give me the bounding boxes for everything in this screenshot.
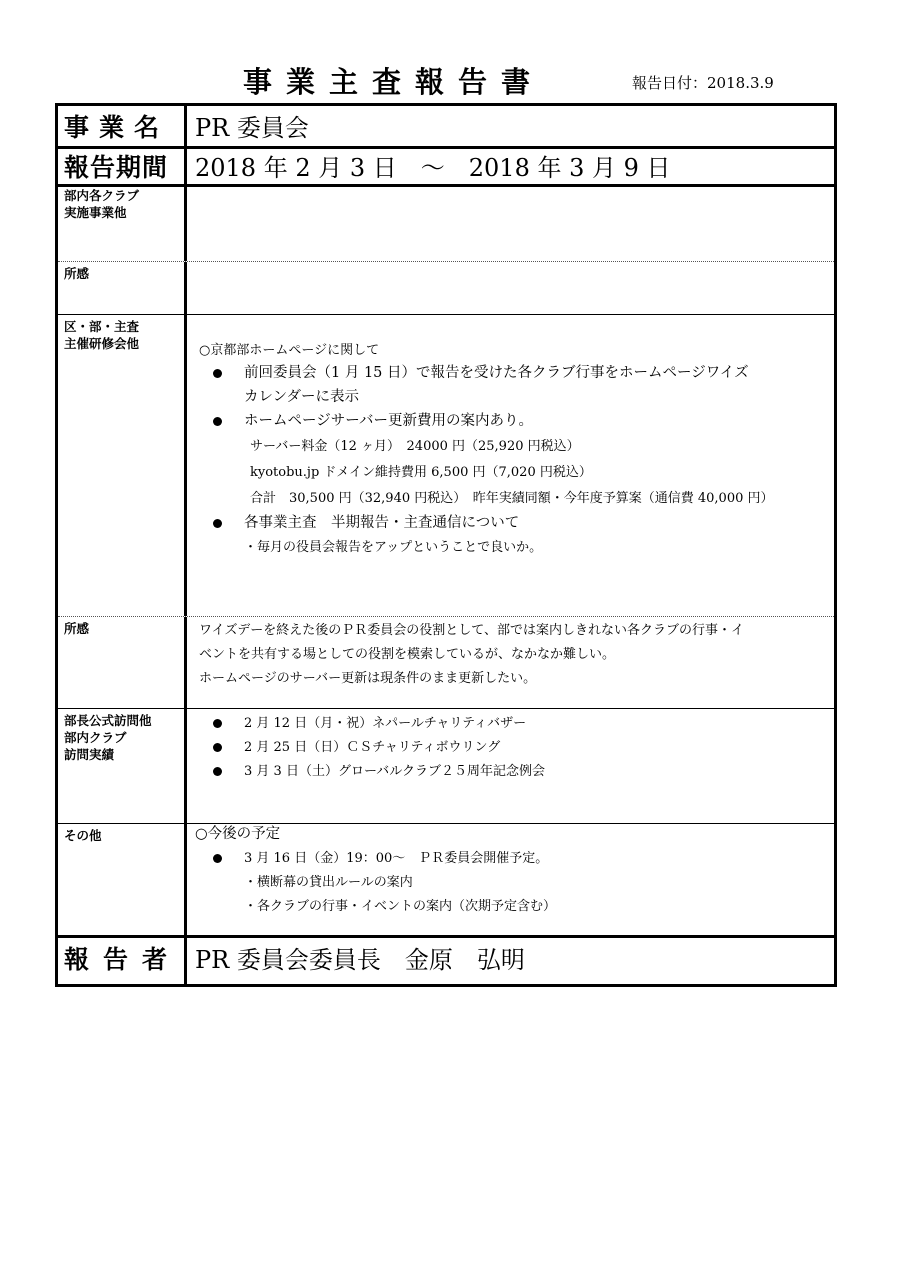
project-name-label: 事業名 (58, 106, 187, 146)
visits-item-text: 2 月 12 日（月・祝）ネパールチャリティバザー (244, 716, 527, 731)
club-events-row (58, 184, 834, 262)
seminars-heading: ○京都部ホームページに関して (199, 343, 380, 358)
report-table (55, 103, 837, 987)
seminars-bullet-1-cont: カレンダーに表示 (244, 389, 360, 405)
seminars-label-line: 区・部・主査 (64, 319, 140, 334)
reporter-label: 報告者 (58, 938, 187, 984)
seminars-bullet-1-text: 前回委員会（1 月 15 日）で報告を受けた各クラブ行事をホームページワイズ (244, 365, 749, 381)
seminars-bullet-2-text: ホームページサーバー更新費用の案内あり。 (244, 413, 533, 429)
visits-label-line: 訪問実績 (64, 747, 115, 762)
visits-item (213, 764, 545, 780)
seminars-label-line: 主催研修会他 (64, 336, 140, 351)
visits-content (187, 709, 834, 823)
club-events-label-line: 部内各クラブ (64, 188, 140, 203)
impression-2-line: ホームページのサーバー更新は現条件のまま更新したい。 (199, 671, 537, 686)
visits-row (58, 709, 834, 824)
other-heading: ○今後の予定 (195, 826, 281, 842)
other-label: その他 (58, 824, 187, 935)
seminars-detail-3: 合計 30,500 円（32,940 円税込） 昨年実績同額・今年度予算案（通信費 40,000 円） (250, 491, 774, 506)
bullet-dot-icon (213, 369, 222, 378)
visits-item (213, 716, 526, 732)
report-period-row (58, 146, 834, 187)
impression-2-content (187, 617, 834, 708)
reporter-row (58, 938, 834, 984)
report-date (632, 72, 774, 93)
seminars-content (187, 315, 834, 616)
report-date-label: 報告日付： (632, 74, 708, 92)
impression-2-label: 所感 (58, 617, 187, 708)
visits-label-line: 部長公式訪問他 (64, 713, 152, 728)
bullet-dot-icon (213, 743, 222, 752)
report-date-value: 2018.3.9 (707, 74, 774, 92)
seminars-label (58, 315, 187, 616)
impression-2-row (58, 617, 834, 709)
visits-label-line: 部内クラブ (64, 730, 127, 745)
report-period-label: 報告期間 (58, 146, 187, 184)
reporter-value: PR 委員会委員長 金原 弘明 (195, 946, 525, 974)
visits-item-text: 2 月 25 日（日）ＣＳチャリティボウリング (244, 740, 501, 755)
seminars-detail-2: kyotobu.jp ドメイン維持費用 6,500 円（7,020 円税込） (250, 465, 592, 480)
other-bullet-text: 3 月 16 日（金）19：00～ ＰＲ委員会開催予定。 (244, 851, 549, 866)
bullet-dot-icon (213, 719, 222, 728)
impression-2-line: ベントを共有する場としての役割を模索しているが、なかなか難しい。 (199, 647, 616, 662)
club-events-content (187, 184, 834, 261)
page-title: 事業主査報告書 (243, 65, 545, 99)
report-period-value: 2018 年 2 月 3 日 ～ 2018 年 3 月 9 日 (195, 154, 671, 182)
visits-label (58, 709, 187, 823)
seminars-bullet-1 (213, 365, 749, 381)
seminars-detail-4: ・毎月の役員会報告をアップということで良いか。 (244, 540, 543, 555)
other-detail: ・各クラブの行事・イベントの案内（次期予定含む） (244, 899, 557, 914)
bullet-dot-icon (213, 854, 222, 863)
seminars-detail-1: サーバー料金（12 ヶ月） 24000 円（25,920 円税込） (250, 439, 580, 454)
seminars-bullet-3 (213, 515, 519, 531)
impression-1-row (58, 262, 834, 315)
club-events-label-line: 実施事業他 (64, 205, 127, 220)
other-content (187, 824, 834, 935)
club-events-label (58, 184, 187, 261)
seminars-bullet-2 (213, 413, 533, 429)
impression-1-label: 所感 (58, 262, 187, 314)
project-name-value: PR 委員会 (195, 114, 309, 142)
other-row (58, 824, 834, 938)
seminars-row (58, 315, 834, 617)
project-name-row (58, 106, 834, 149)
impression-1-content (187, 262, 834, 314)
visits-item-text: 3 月 3 日（土）グローバルクラブ２５周年記念例会 (244, 764, 546, 779)
bullet-dot-icon (213, 767, 222, 776)
bullet-dot-icon (213, 417, 222, 426)
other-bullet (213, 851, 548, 867)
seminars-bullet-3-text: 各事業主査 半期報告・主査通信について (244, 515, 520, 531)
bullet-dot-icon (213, 519, 222, 528)
other-detail: ・横断幕の貸出ルールの案内 (244, 875, 413, 890)
impression-2-line: ワイズデーを終えた後のＰＲ委員会の役割として、部では案内しきれない各クラブの行事・イ (199, 623, 744, 638)
visits-item (213, 740, 500, 756)
